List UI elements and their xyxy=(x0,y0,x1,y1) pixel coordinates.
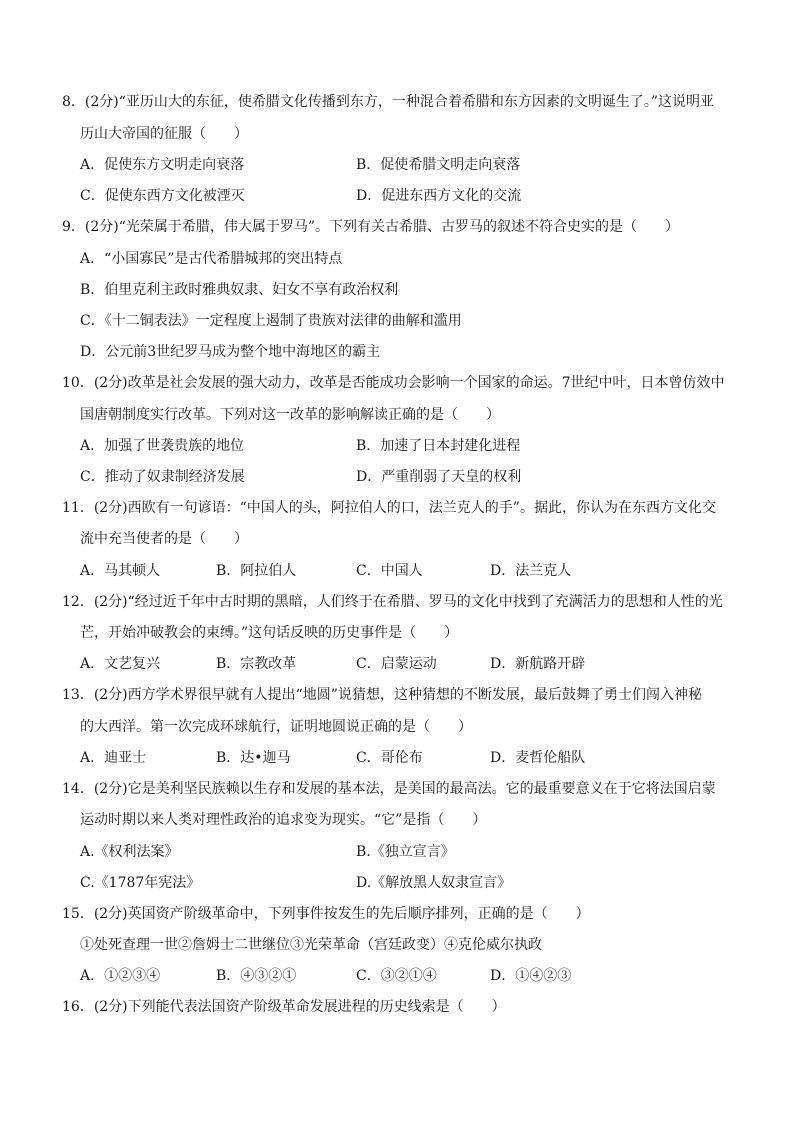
q8-option-d[interactable]: D．促进东西方文化的交流 xyxy=(356,188,522,204)
q15-stem-line2: ①处死查理一世②詹姆士二世继位③光荣革命（宫廷政变）④克伦威尔执政 xyxy=(80,937,542,953)
q16-stem-line1: 16．(2分)下列能代表法国资产阶级革命发展进程的历史线索是（ ） xyxy=(62,999,506,1015)
q13-option-b[interactable]: B．达•迦马 xyxy=(216,750,291,766)
q15-option-c[interactable]: C．③②①④ xyxy=(356,968,437,984)
q13-option-c[interactable]: C．哥伦布 xyxy=(356,750,423,766)
q15-option-d[interactable]: D．①④②③ xyxy=(490,968,572,984)
q11-stem-line2: 流中充当使者的是（ ） xyxy=(80,531,248,547)
q12-stem-line2: 芒，开始冲破教会的束缚。”这句话反映的历史事件是（ ） xyxy=(80,625,459,641)
q11-option-a[interactable]: A．马其顿人 xyxy=(80,563,161,579)
q10-option-c[interactable]: C．推动了奴隶制经济发展 xyxy=(80,469,245,485)
q12-option-d[interactable]: D．新航路开辟 xyxy=(490,656,586,672)
q14-stem-line1: 14．(2分)它是美利坚民族赖以生存和发展的基本法，是美国的最高法。它的最重要意义在于它将法国启蒙 xyxy=(62,781,716,797)
q10-option-b[interactable]: B．加速了日本封建化进程 xyxy=(356,438,521,454)
q14-option-a[interactable]: A.《权利法案》 xyxy=(80,844,179,860)
q8-option-a[interactable]: A．促使东方文明走向衰落 xyxy=(80,157,245,173)
q11-stem-line1: 11．(2分)西欧有一句谚语：“中国人的头，阿拉伯人的口，法兰克人的手”。据此，你认为在东西方文化交 xyxy=(62,500,716,516)
q12-option-a[interactable]: A．文艺复兴 xyxy=(80,656,161,672)
q11-option-d[interactable]: D．法兰克人 xyxy=(490,563,572,579)
q15-option-b[interactable]: B．④③②① xyxy=(216,968,297,984)
q8-stem-line2: 历山大帝国的征服（ ） xyxy=(80,126,248,142)
q10-stem-line1: 10．(2分)改革是社会发展的强大动力，改革是否能成功会影响一个国家的命运。7世纪中叶，日本曾仿效中 xyxy=(62,375,725,391)
q14-option-d[interactable]: D.《解放黑人奴隶宣言》 xyxy=(356,875,512,891)
q13-stem-line2: 的大西洋。第一次完成环球航行，证明地圆说正确的是（ ） xyxy=(80,719,472,735)
q14-stem-line2: 运动时期以来人类对理性政治的追求变为现实。“它”是指（ ） xyxy=(80,812,487,828)
q9-stem-line1: 9．(2分)“光荣属于希腊，伟大属于罗马”。下列有关古希腊、古罗马的叙述不符合史实的是（ ） xyxy=(62,219,680,235)
q13-stem-line1: 13．(2分)西方学术界很早就有人提出“地圆”说猜想，这种猜想的不断发展，最后鼓舞了勇士们闯入神秘 xyxy=(62,687,702,703)
q13-option-a[interactable]: A．迪亚士 xyxy=(80,750,147,766)
q12-option-b[interactable]: B．宗教改革 xyxy=(216,656,297,672)
q10-option-a[interactable]: A．加强了世袭贵族的地位 xyxy=(80,438,245,454)
q15-option-a[interactable]: A．①②③④ xyxy=(80,968,161,984)
q9-option-b[interactable]: B．伯里克利主政时雅典奴隶、妇女不享有政治权利 xyxy=(80,282,399,298)
q10-stem-line2: 国唐朝制度实行改革。下列对这一改革的影响解读正确的是（ ） xyxy=(80,407,500,423)
q12-option-c[interactable]: C．启蒙运动 xyxy=(356,656,437,672)
q14-option-b[interactable]: B.《独立宣言》 xyxy=(356,844,455,860)
q13-option-d[interactable]: D．麦哲伦船队 xyxy=(490,750,586,766)
q12-stem-line1: 12．(2分)“经过近千年中古时期的黑暗，人们终于在希腊、罗马的文化中找到了充满活力的思想和人性的光 xyxy=(62,594,723,610)
q11-option-b[interactable]: B．阿拉伯人 xyxy=(216,563,297,579)
q15-stem-line1: 15．(2分)英国资产阶级革命中，下列事件按发生的先后顺序排列，正确的是（ ） xyxy=(62,906,590,922)
q9-option-d[interactable]: D．公元前3世纪罗马成为整个地中海地区的霸主 xyxy=(80,344,381,360)
q8-stem-line1: 8．(2分)“亚历山大的东征，使希腊文化传播到东方，一种混合着希腊和东方因素的文明诞生了。”这说明亚 xyxy=(62,94,715,110)
q11-option-c[interactable]: C．中国人 xyxy=(356,563,423,579)
q9-option-c[interactable]: C．《十二铜表法》一定程度上遏制了贵族对法律的曲解和滥用 xyxy=(80,313,462,329)
q14-option-c[interactable]: C.《1787年宪法》 xyxy=(80,875,201,891)
q10-option-d[interactable]: D．严重削弱了天皇的权利 xyxy=(356,469,522,485)
q8-option-b[interactable]: B．促使希腊文明走向衰落 xyxy=(356,157,521,173)
q8-option-c[interactable]: C．促使东西方文化被湮灭 xyxy=(80,188,245,204)
q9-option-a[interactable]: A．“小国寡民”是古代希腊城邦的突出特点 xyxy=(80,251,343,267)
